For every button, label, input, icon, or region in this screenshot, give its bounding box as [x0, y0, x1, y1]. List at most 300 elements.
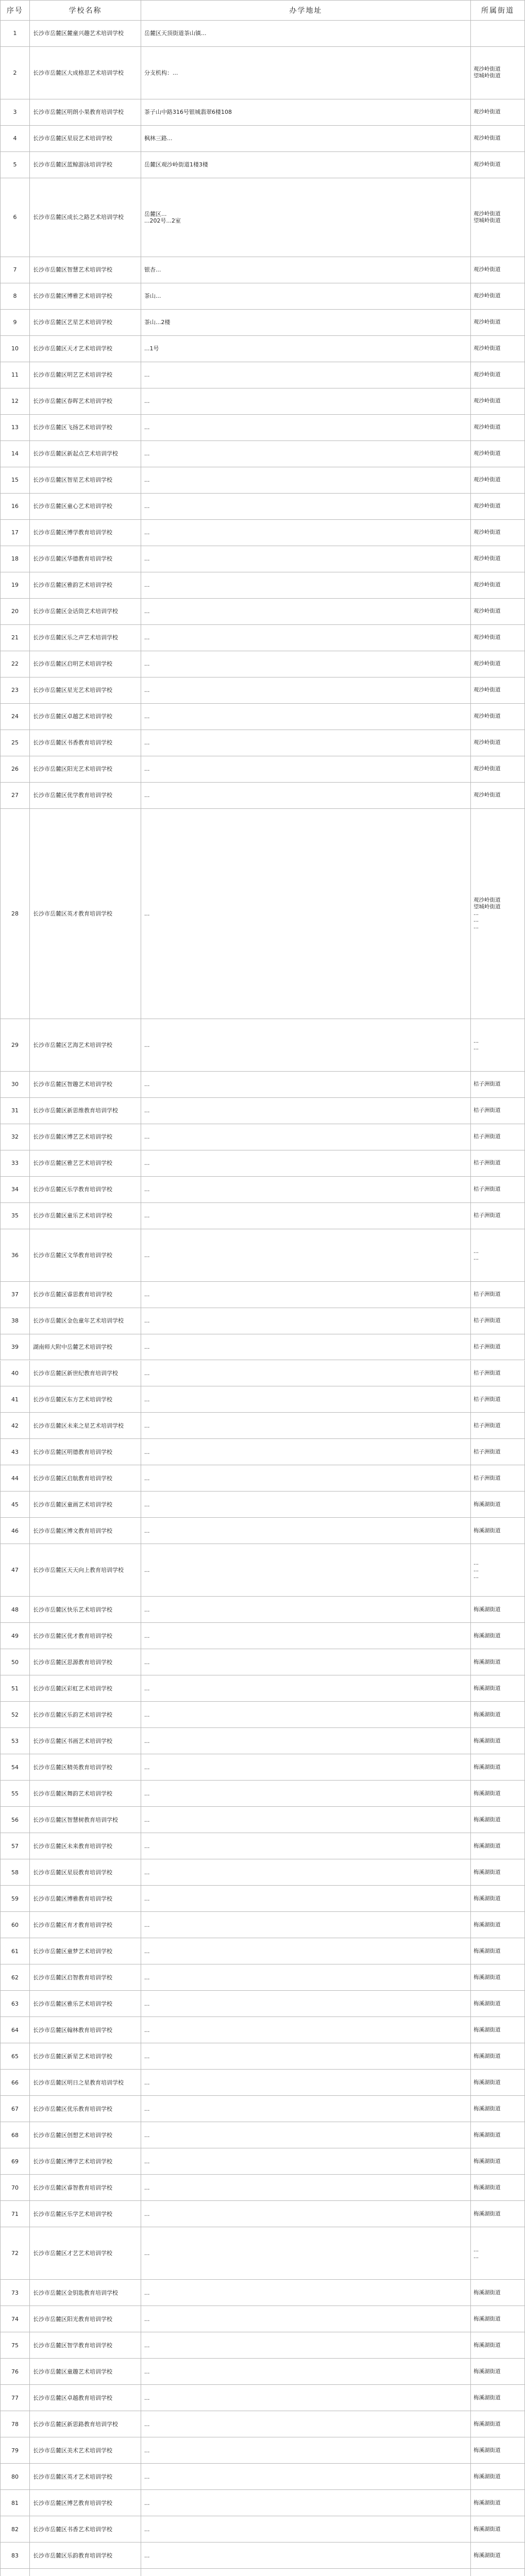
school-name-cell: 长沙市岳麓区阳光艺术培训学校 — [30, 756, 141, 783]
subdistrict-cell: 桔子洲街道 — [471, 1334, 525, 1361]
serial-number-cell: 6 — [0, 178, 30, 257]
serial-number-cell: 71 — [0, 2201, 30, 2227]
school-address-cell: ... — [141, 1361, 471, 1387]
school-name-cell: 长沙市岳麓区乐学教育培训学校 — [30, 1177, 141, 1203]
serial-number-cell: 36 — [0, 1229, 30, 1282]
serial-number-cell: 51 — [0, 1675, 30, 1702]
school-name-cell: 长沙市岳麓区大成格思艺术培训学校 — [30, 47, 141, 99]
school-name-cell: 长沙市岳麓区博艺教育培训学校 — [30, 2490, 141, 2516]
serial-number-cell: 58 — [0, 1859, 30, 1886]
school-name-cell: 长沙市岳麓区蓝鲸游泳培训学校 — [30, 152, 141, 178]
school-name-cell: 长沙市岳麓区麓童兴趣艺术培训学校 — [30, 21, 141, 47]
school-address-cell: ...1号 — [141, 336, 471, 362]
school-address-cell: ... — [141, 1465, 471, 1492]
school-address-cell: ... — [141, 388, 471, 415]
school-name-cell: 长沙市岳麓区童心艺术培训学校 — [30, 494, 141, 520]
subdistrict-cell: 梅溪湖街道 — [471, 1492, 525, 1518]
school-address-cell: 岳麓区... ...202号...2室 — [141, 178, 471, 257]
subdistrict-cell: 梅溪湖街道 — [471, 2306, 525, 2332]
school-address-cell: ... — [141, 651, 471, 677]
school-name-cell: 长沙市岳麓区舞韵艺术培训学校 — [30, 1781, 141, 1807]
serial-number-cell: 83 — [0, 2543, 30, 2569]
subdistrict-cell: 梅溪湖街道 — [471, 1675, 525, 1702]
school-name-cell: 长沙市岳麓区卓越教育培训学校 — [30, 2385, 141, 2411]
school-name-cell: 长沙市岳麓区启明艺术培训学校 — [30, 651, 141, 677]
school-name-cell: 长沙市岳麓区智慧树教育培训学校 — [30, 1807, 141, 1833]
school-name-cell: 长沙市岳麓区优才教育培训学校 — [30, 1623, 141, 1649]
serial-number-cell: 61 — [0, 1938, 30, 1964]
school-name-cell: 长沙市岳麓区智学教育培训学校 — [30, 2332, 141, 2359]
school-address-cell: ... — [141, 677, 471, 704]
serial-number-cell: 48 — [0, 1597, 30, 1623]
school-name-cell: 长沙市岳麓区新星艺术培训学校 — [30, 2043, 141, 2070]
subdistrict-cell: 梅溪湖街道 — [471, 1938, 525, 1964]
school-address-cell: ... — [141, 1912, 471, 1938]
school-name-cell: 长沙市岳麓区启航教育培训学校 — [30, 1465, 141, 1492]
school-address-cell: ... — [141, 2464, 471, 2490]
subdistrict-cell: 梅溪湖街道 — [471, 2359, 525, 2385]
school-name-cell: 长沙市岳麓区飞扬艺术培训学校 — [30, 415, 141, 441]
school-name-cell: 长沙市岳麓区成长之路艺术培训学校 — [30, 178, 141, 257]
serial-number-cell: 14 — [0, 441, 30, 467]
school-address-cell: 岳麓区观沙岭街道1楼3楼 — [141, 152, 471, 178]
subdistrict-cell: 桔子洲街道 — [471, 1413, 525, 1439]
school-name-cell: 长沙市岳麓区英才艺术培训学校 — [30, 2464, 141, 2490]
serial-number-cell — [0, 2569, 30, 2576]
serial-number-cell: 15 — [0, 467, 30, 494]
school-address-cell: ... — [141, 362, 471, 388]
school-name-cell: 长沙市岳麓区博雅教育培训学校 — [30, 1886, 141, 1912]
serial-number-cell: 40 — [0, 1361, 30, 1387]
school-name-cell — [30, 2569, 141, 2576]
serial-number-cell: 60 — [0, 1912, 30, 1938]
school-address-cell: ... — [141, 520, 471, 546]
school-address-cell: ... — [141, 1675, 471, 1702]
school-address-cell: ... — [141, 2043, 471, 2070]
subdistrict-cell: 梅溪湖街道 — [471, 1623, 525, 1649]
school-name-cell: 长沙市岳麓区春晖艺术培训学校 — [30, 388, 141, 415]
serial-number-cell: 20 — [0, 599, 30, 625]
serial-number-cell: 17 — [0, 520, 30, 546]
serial-number-cell: 25 — [0, 730, 30, 756]
school-name-cell: 长沙市岳麓区快乐艺术培训学校 — [30, 1597, 141, 1623]
subdistrict-cell: 桔子洲街道 — [471, 1177, 525, 1203]
serial-number-cell: 28 — [0, 809, 30, 1019]
school-name-cell: 长沙市岳麓区博文教育培训学校 — [30, 1518, 141, 1544]
school-name-cell: 长沙市岳麓区未来之星艺术培训学校 — [30, 1413, 141, 1439]
subdistrict-cell: 梅溪湖街道 — [471, 1781, 525, 1807]
school-address-cell: 分支机构：... — [141, 47, 471, 99]
school-name-cell: 长沙市岳麓区明艺艺术培训学校 — [30, 362, 141, 388]
school-name-cell: 湖南师大附中岳麓艺术培训学校 — [30, 1334, 141, 1361]
subdistrict-cell: 梅溪湖街道 — [471, 2175, 525, 2201]
subdistrict-cell: 观沙岭街道 — [471, 257, 525, 283]
school-name-cell: 长沙市岳麓区英才教育培训学校 — [30, 809, 141, 1019]
school-address-cell: ... — [141, 1019, 471, 1072]
school-name-cell: 长沙市岳麓区乐韵教育培训学校 — [30, 2543, 141, 2569]
school-name-cell: 长沙市岳麓区雅韵艺术培训学校 — [30, 572, 141, 599]
school-name-cell: 长沙市岳麓区博学教育培训学校 — [30, 520, 141, 546]
serial-number-cell: 50 — [0, 1649, 30, 1675]
school-name-cell: 长沙市岳麓区天天向上教育培训学校 — [30, 1544, 141, 1597]
serial-number-cell: 34 — [0, 1177, 30, 1203]
serial-number-cell: 55 — [0, 1781, 30, 1807]
serial-number-cell: 23 — [0, 677, 30, 704]
school-name-cell: 长沙市岳麓区东方艺术培训学校 — [30, 1386, 141, 1413]
serial-number-cell: 22 — [0, 651, 30, 677]
school-address-cell: ... — [141, 809, 471, 1019]
serial-number-cell: 79 — [0, 2437, 30, 2464]
school-address-cell: ... — [141, 1833, 471, 1859]
school-address-cell: ... — [141, 1177, 471, 1203]
subdistrict-cell: 观沙岭街道 — [471, 572, 525, 599]
school-address-cell: ... — [141, 1964, 471, 1991]
subdistrict-cell: 桔子洲街道 — [471, 1203, 525, 1229]
school-address-cell: ... — [141, 1334, 471, 1361]
serial-number-cell: 16 — [0, 494, 30, 520]
school-name-cell: 长沙市岳麓区明德教育培训学校 — [30, 1439, 141, 1465]
school-name-cell: 长沙市岳麓区金钥匙教育培训学校 — [30, 2280, 141, 2306]
subdistrict-cell: 观沙岭街道 望城岭街道 — [471, 178, 525, 257]
serial-number-cell: 46 — [0, 1518, 30, 1544]
serial-number-cell: 80 — [0, 2464, 30, 2490]
subdistrict-cell: 桔子洲街道 — [471, 1072, 525, 1098]
school-name-cell: 长沙市岳麓区雅乐艺术培训学校 — [30, 1991, 141, 2017]
school-address-cell: ... — [141, 730, 471, 756]
serial-number-cell: 68 — [0, 2122, 30, 2148]
subdistrict-cell: 梅溪湖街道 — [471, 1886, 525, 1912]
subdistrict-cell: 梅溪湖街道 — [471, 2437, 525, 2464]
subdistrict-cell: 梅溪湖街道 — [471, 1991, 525, 2017]
school-address-cell: ... — [141, 2490, 471, 2516]
school-address-cell: ... — [141, 1649, 471, 1675]
serial-number-cell: 42 — [0, 1413, 30, 1439]
school-name-cell: 长沙市岳麓区卓越艺术培训学校 — [30, 704, 141, 730]
serial-number-cell: 73 — [0, 2280, 30, 2306]
subdistrict-cell: 梅溪湖街道 — [471, 1964, 525, 1991]
subdistrict-cell: 观沙岭街道 — [471, 677, 525, 704]
school-name-cell: 长沙市岳麓区博雅艺术培训学校 — [30, 283, 141, 310]
subdistrict-cell: 梅溪湖街道 — [471, 2543, 525, 2569]
serial-number-cell: 4 — [0, 126, 30, 152]
serial-number-cell: 19 — [0, 572, 30, 599]
subdistrict-cell: 梅溪湖街道 — [471, 2332, 525, 2359]
school-address-cell: ... — [141, 2385, 471, 2411]
serial-number-cell: 31 — [0, 1098, 30, 1124]
serial-number-cell: 74 — [0, 2306, 30, 2332]
school-address-cell: ... — [141, 1072, 471, 1098]
school-address-cell: ... — [141, 1754, 471, 1781]
subdistrict-cell: 观沙岭街道 — [471, 546, 525, 572]
school-name-cell: 长沙市岳麓区睿智教育培训学校 — [30, 2175, 141, 2201]
school-name-cell: 长沙市岳麓区智星艺术培训学校 — [30, 467, 141, 494]
school-address-cell: ... — [141, 2148, 471, 2175]
subdistrict-cell: 梅溪湖街道 — [471, 1649, 525, 1675]
header-school-address: 办学地址 — [141, 0, 471, 21]
school-address-cell: ... — [141, 2070, 471, 2096]
school-name-cell: 长沙市岳麓区新思维教育培训学校 — [30, 1098, 141, 1124]
subdistrict-cell: 观沙岭街道 — [471, 756, 525, 783]
school-name-cell: 长沙市岳麓区金话筒艺术培训学校 — [30, 599, 141, 625]
school-address-cell: 银杏... — [141, 257, 471, 283]
school-address-cell: ... — [141, 572, 471, 599]
school-name-cell: 长沙市岳麓区新世纪教育培训学校 — [30, 1361, 141, 1387]
school-name-cell: 长沙市岳麓区优乐教育培训学校 — [30, 2096, 141, 2122]
school-address-cell: ... — [141, 2175, 471, 2201]
subdistrict-cell: 观沙岭街道 — [471, 441, 525, 467]
serial-number-cell: 3 — [0, 99, 30, 126]
serial-number-cell: 49 — [0, 1623, 30, 1649]
school-address-cell: ... — [141, 1492, 471, 1518]
serial-number-cell: 35 — [0, 1203, 30, 1229]
serial-number-cell: 38 — [0, 1308, 30, 1334]
subdistrict-cell: 桔子洲街道 — [471, 1439, 525, 1465]
school-address-cell: ... — [141, 1518, 471, 1544]
school-address-cell: ... — [141, 704, 471, 730]
serial-number-cell: 56 — [0, 1807, 30, 1833]
school-name-cell: 长沙市岳麓区雅艺艺术培训学校 — [30, 1150, 141, 1177]
serial-number-cell: 78 — [0, 2411, 30, 2437]
subdistrict-cell: 观沙岭街道 — [471, 310, 525, 336]
header-serial-number: 序号 — [0, 0, 30, 21]
subdistrict-cell: 梅溪湖街道 — [471, 1597, 525, 1623]
school-address-cell: ... — [141, 1282, 471, 1308]
school-address-cell: ... — [141, 1439, 471, 1465]
subdistrict-cell: 梅溪湖街道 — [471, 1728, 525, 1754]
subdistrict-cell: 观沙岭街道 — [471, 783, 525, 809]
school-address-cell: ... — [141, 599, 471, 625]
school-name-cell: 长沙市岳麓区童画艺术培训学校 — [30, 1492, 141, 1518]
school-name-cell: 长沙市岳麓区书香教育培训学校 — [30, 730, 141, 756]
school-name-cell: 长沙市岳麓区明日之星教育培训学校 — [30, 2070, 141, 2096]
serial-number-cell: 21 — [0, 625, 30, 651]
subdistrict-cell: 梅溪湖街道 — [471, 1702, 525, 1728]
school-name-cell: 长沙市岳麓区金色童年艺术培训学校 — [30, 1308, 141, 1334]
subdistrict-cell: 观沙岭街道 — [471, 126, 525, 152]
subdistrict-cell: 观沙岭街道 — [471, 336, 525, 362]
school-address-cell: ... — [141, 1991, 471, 2017]
school-address-cell: ... — [141, 2543, 471, 2569]
serial-number-cell: 62 — [0, 1964, 30, 1991]
school-address-cell: ... — [141, 1623, 471, 1649]
serial-number-cell: 26 — [0, 756, 30, 783]
serial-number-cell: 64 — [0, 2017, 30, 2043]
school-name-cell: 长沙市岳麓区星辰教育培训学校 — [30, 1859, 141, 1886]
school-name-cell: 长沙市岳麓区启智教育培训学校 — [30, 1964, 141, 1991]
subdistrict-cell: 观沙岭街道 — [471, 704, 525, 730]
school-address-cell: ... — [141, 2280, 471, 2306]
school-name-cell: 长沙市岳麓区智趣艺术培训学校 — [30, 1072, 141, 1098]
subdistrict-cell: 桔子洲街道 — [471, 1098, 525, 1124]
subdistrict-cell — [471, 2569, 525, 2576]
subdistrict-cell: 梅溪湖街道 — [471, 1912, 525, 1938]
serial-number-cell: 29 — [0, 1019, 30, 1072]
serial-number-cell: 45 — [0, 1492, 30, 1518]
serial-number-cell: 54 — [0, 1754, 30, 1781]
subdistrict-cell: 梅溪湖街道 — [471, 2490, 525, 2516]
school-address-cell: ... — [141, 1781, 471, 1807]
serial-number-cell: 66 — [0, 2070, 30, 2096]
serial-number-cell: 69 — [0, 2148, 30, 2175]
school-address-cell: ... — [141, 2096, 471, 2122]
subdistrict-cell: 梅溪湖街道 — [471, 1833, 525, 1859]
school-name-cell: 长沙市岳麓区思源教育培训学校 — [30, 1649, 141, 1675]
serial-number-cell: 70 — [0, 2175, 30, 2201]
subdistrict-cell: 桔子洲街道 — [471, 1150, 525, 1177]
subdistrict-cell: 观沙岭街道 — [471, 730, 525, 756]
school-name-cell: 长沙市岳麓区阳光教育培训学校 — [30, 2306, 141, 2332]
subdistrict-cell: 梅溪湖街道 — [471, 2464, 525, 2490]
school-name-cell: 长沙市岳麓区艺海艺术培训学校 — [30, 1019, 141, 1072]
school-name-cell: 长沙市岳麓区育才教育培训学校 — [30, 1912, 141, 1938]
serial-number-cell: 59 — [0, 1886, 30, 1912]
school-address-cell: ... — [141, 2122, 471, 2148]
subdistrict-cell: 梅溪湖街道 — [471, 2148, 525, 2175]
school-name-cell: 长沙市岳麓区睿思教育培训学校 — [30, 1282, 141, 1308]
subdistrict-cell: 桔子洲街道 — [471, 1282, 525, 1308]
school-name-cell: 长沙市岳麓区博学艺术培训学校 — [30, 2148, 141, 2175]
subdistrict-cell: 桔子洲街道 — [471, 1308, 525, 1334]
school-address-cell: ... — [141, 1098, 471, 1124]
subdistrict-cell: 观沙岭街道 — [471, 494, 525, 520]
school-address-cell — [141, 2569, 471, 2576]
serial-number-cell: 43 — [0, 1439, 30, 1465]
subdistrict-cell: 梅溪湖街道 — [471, 1518, 525, 1544]
school-address-cell: 枫林三路... — [141, 126, 471, 152]
subdistrict-cell: 观沙岭街道 — [471, 415, 525, 441]
serial-number-cell: 18 — [0, 546, 30, 572]
school-address-cell: ... — [141, 2332, 471, 2359]
school-address-cell: ... — [141, 1728, 471, 1754]
school-address-cell: ... — [141, 494, 471, 520]
school-address-cell: ... — [141, 1124, 471, 1150]
serial-number-cell: 67 — [0, 2096, 30, 2122]
subdistrict-cell: 观沙岭街道 望城岭街道 ... ... ... — [471, 809, 525, 1019]
school-address-cell: ... — [141, 2516, 471, 2543]
serial-number-cell: 33 — [0, 1150, 30, 1177]
school-address-cell: 茶子山中路316号银城翡翠6楼108 — [141, 99, 471, 126]
subdistrict-cell — [471, 21, 525, 47]
school-address-cell: ... — [141, 1807, 471, 1833]
school-name-cell: 长沙市岳麓区明朗小果教育培训学校 — [30, 99, 141, 126]
school-name-cell: 长沙市岳麓区美术艺术培训学校 — [30, 2437, 141, 2464]
serial-number-cell: 5 — [0, 152, 30, 178]
serial-number-cell: 12 — [0, 388, 30, 415]
school-address-cell: ... — [141, 1386, 471, 1413]
school-address-cell: ... — [141, 1597, 471, 1623]
school-address-cell: ... — [141, 1229, 471, 1282]
serial-number-cell: 13 — [0, 415, 30, 441]
serial-number-cell: 81 — [0, 2490, 30, 2516]
serial-number-cell: 57 — [0, 1833, 30, 1859]
serial-number-cell: 7 — [0, 257, 30, 283]
subdistrict-cell: 观沙岭街道 — [471, 152, 525, 178]
school-name-cell: 长沙市岳麓区乐学艺术培训学校 — [30, 2201, 141, 2227]
school-address-cell: ... — [141, 2411, 471, 2437]
subdistrict-cell: 观沙岭街道 — [471, 467, 525, 494]
subdistrict-cell: ... ... ... — [471, 1544, 525, 1597]
serial-number-cell: 8 — [0, 283, 30, 310]
subdistrict-cell: 观沙岭街道 — [471, 599, 525, 625]
subdistrict-cell: 桔子洲街道 — [471, 1124, 525, 1150]
school-name-cell: 长沙市岳麓区星辰艺术培训学校 — [30, 126, 141, 152]
school-address-cell: ... — [141, 2306, 471, 2332]
serial-number-cell: 9 — [0, 310, 30, 336]
school-address-cell: ... — [141, 1150, 471, 1177]
school-name-cell: 长沙市岳麓区新思路教育培训学校 — [30, 2411, 141, 2437]
school-address-cell: ... — [141, 1413, 471, 1439]
school-address-cell: 岳麓区天顶街道茶山镇... — [141, 21, 471, 47]
school-address-cell: ... — [141, 1203, 471, 1229]
subdistrict-cell: 梅溪湖街道 — [471, 1859, 525, 1886]
serial-number-cell: 24 — [0, 704, 30, 730]
subdistrict-cell: 梅溪湖街道 — [471, 2411, 525, 2437]
school-address-cell: ... — [141, 756, 471, 783]
school-address-cell: ... — [141, 1886, 471, 1912]
serial-number-cell: 72 — [0, 2227, 30, 2280]
subdistrict-cell: 梅溪湖街道 — [471, 2122, 525, 2148]
school-name-cell: 长沙市岳麓区彩虹艺术培训学校 — [30, 1675, 141, 1702]
serial-number-cell: 82 — [0, 2516, 30, 2543]
subdistrict-cell: 梅溪湖街道 — [471, 2096, 525, 2122]
school-address-cell: ... — [141, 1938, 471, 1964]
subdistrict-cell: ... ... — [471, 2227, 525, 2280]
serial-number-cell: 37 — [0, 1282, 30, 1308]
serial-number-cell: 77 — [0, 2385, 30, 2411]
subdistrict-cell: 观沙岭街道 — [471, 283, 525, 310]
school-address-cell: ... — [141, 441, 471, 467]
subdistrict-cell: 梅溪湖街道 — [471, 2516, 525, 2543]
school-address-cell: 茶山... — [141, 283, 471, 310]
subdistrict-cell: 桔子洲街道 — [471, 1386, 525, 1413]
serial-number-cell: 41 — [0, 1386, 30, 1413]
subdistrict-cell: 梅溪湖街道 — [471, 2201, 525, 2227]
school-name-cell: 长沙市岳麓区乐韵艺术培训学校 — [30, 1702, 141, 1728]
subdistrict-cell: 观沙岭街道 — [471, 520, 525, 546]
school-address-cell: ... — [141, 2227, 471, 2280]
subdistrict-cell: 观沙岭街道 望城岭街道 — [471, 47, 525, 99]
subdistrict-cell: 梅溪湖街道 — [471, 1807, 525, 1833]
subdistrict-cell: ... ... — [471, 1019, 525, 1072]
serial-number-cell: 10 — [0, 336, 30, 362]
subdistrict-cell: 桔子洲街道 — [471, 1361, 525, 1387]
school-name-cell: 长沙市岳麓区优学教育培训学校 — [30, 783, 141, 809]
subdistrict-cell: 梅溪湖街道 — [471, 2043, 525, 2070]
school-name-cell: 长沙市岳麓区智慧艺术培训学校 — [30, 257, 141, 283]
school-name-cell: 长沙市岳麓区翰林教育培训学校 — [30, 2017, 141, 2043]
subdistrict-cell: 梅溪湖街道 — [471, 2017, 525, 2043]
serial-number-cell: 27 — [0, 783, 30, 809]
school-name-cell: 长沙市岳麓区天才艺术培训学校 — [30, 336, 141, 362]
serial-number-cell: 30 — [0, 1072, 30, 1098]
school-name-cell: 长沙市岳麓区书画艺术培训学校 — [30, 1728, 141, 1754]
serial-number-cell: 63 — [0, 1991, 30, 2017]
school-address-cell: ... — [141, 2017, 471, 2043]
subdistrict-cell: 观沙岭街道 — [471, 388, 525, 415]
subdistrict-cell: 梅溪湖街道 — [471, 2280, 525, 2306]
school-name-cell: 长沙市岳麓区未来教育培训学校 — [30, 1833, 141, 1859]
school-name-cell: 长沙市岳麓区书香艺术培训学校 — [30, 2516, 141, 2543]
subdistrict-cell: ... ... — [471, 1229, 525, 1282]
serial-number-cell: 65 — [0, 2043, 30, 2070]
school-address-cell: ... — [141, 1859, 471, 1886]
school-name-cell: 长沙市岳麓区童趣艺术培训学校 — [30, 2359, 141, 2385]
school-name-cell: 长沙市岳麓区华德教育培训学校 — [30, 546, 141, 572]
school-name-cell: 长沙市岳麓区新起点艺术培训学校 — [30, 441, 141, 467]
school-address-cell: ... — [141, 467, 471, 494]
school-address-cell: ... — [141, 1544, 471, 1597]
school-name-cell: 长沙市岳麓区博艺艺术培训学校 — [30, 1124, 141, 1150]
